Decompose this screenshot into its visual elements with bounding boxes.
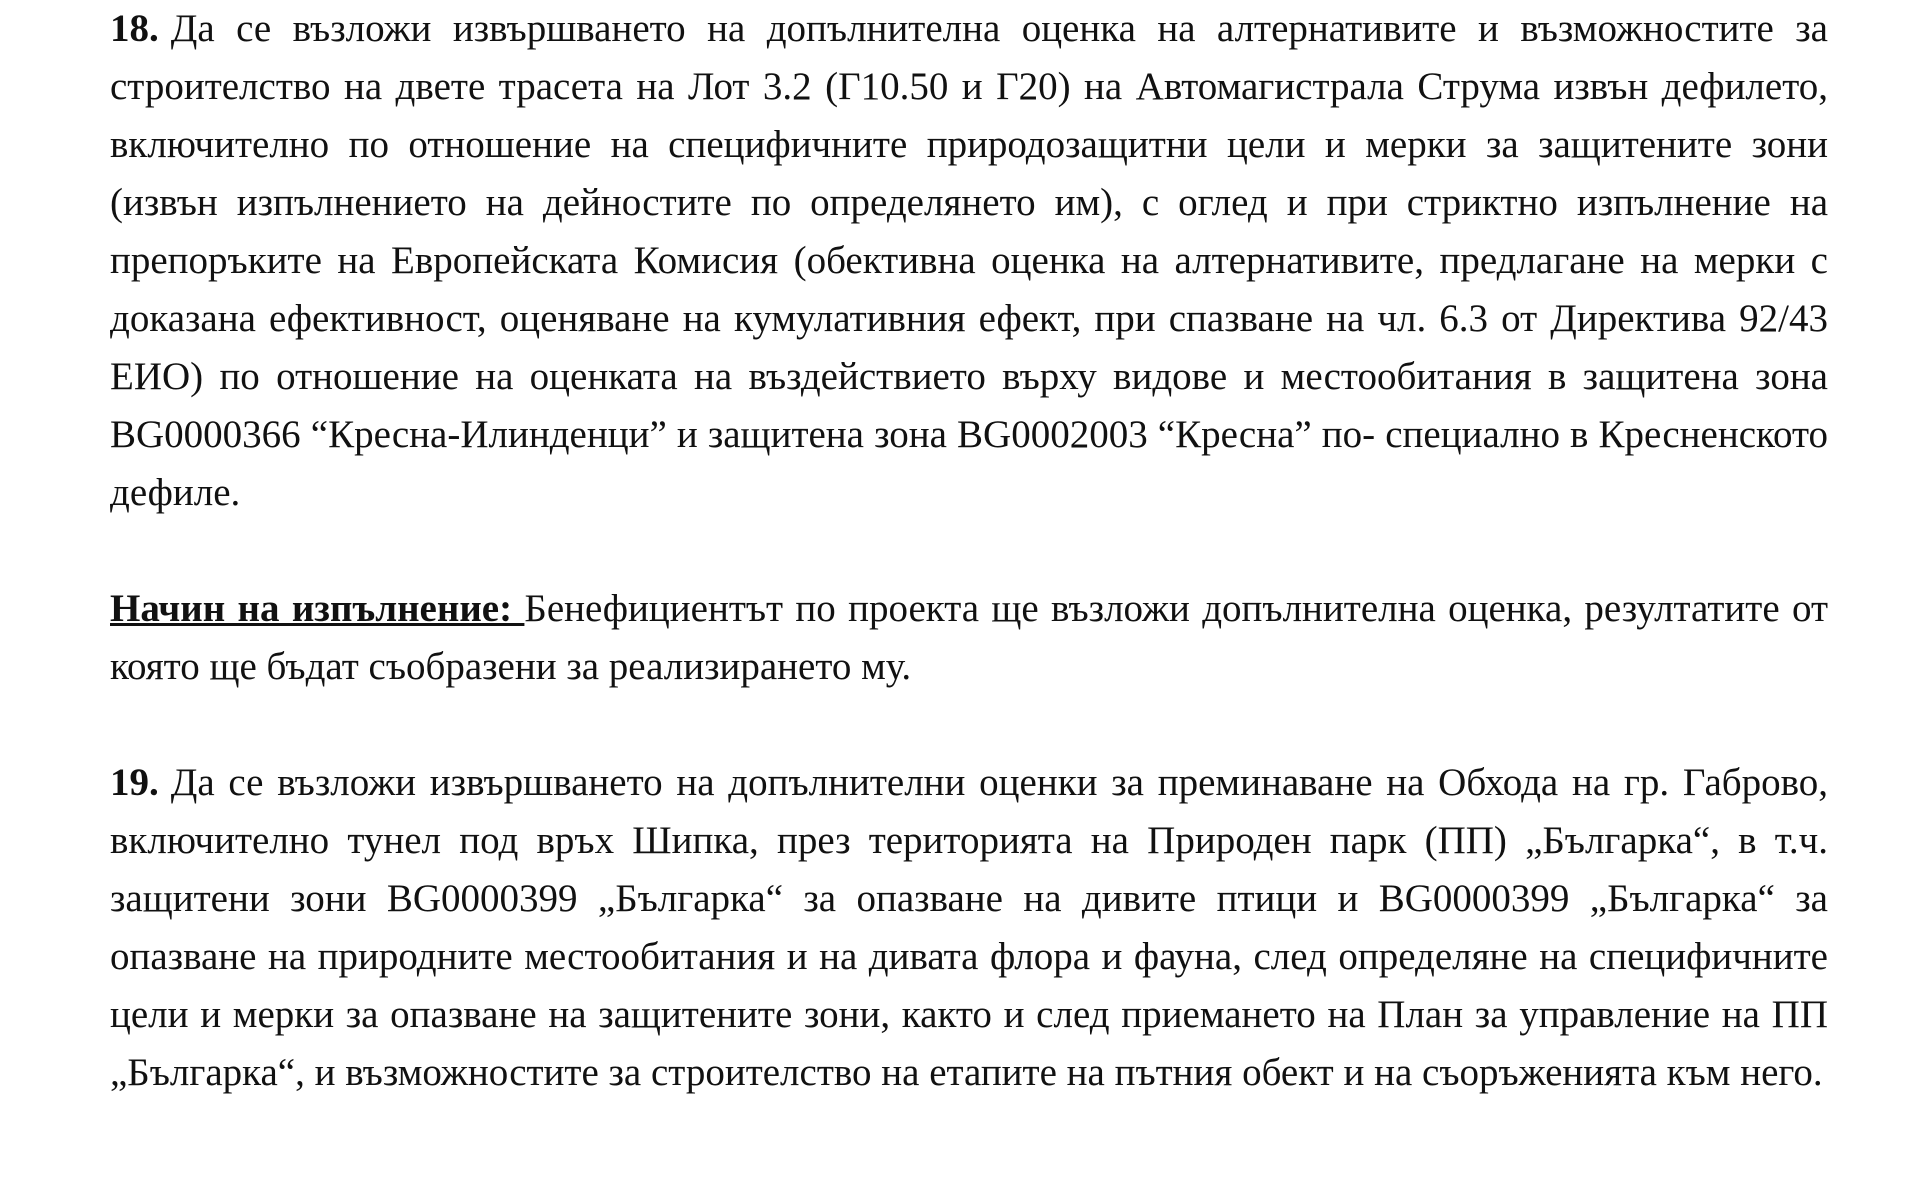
item-number-19: 19. [110, 761, 159, 804]
paragraph-item-19 [110, 754, 1828, 1102]
document-page [110, 0, 1828, 1102]
paragraph-item-18 [110, 0, 1828, 522]
paragraph-spacer [110, 522, 1828, 580]
method-text: Бенефициентът по проекта ще възложи допълнителна оценка, резултатите от която ще бъдат съобразени за реализирането му. [110, 587, 1828, 688]
item-text-19: Да се възложи извършването на допълнителни оценки за преминаване на Обхода на гр. Габрово, включително тунел под връх Шипка, през територията на Природен парк (ПП) „Българка“, в т.ч. защитени зони BG0000399 „Българка“ за опазване на дивите птици и BG0000399 „Българка“ за опазване на природните местообитания и на дивата флора и фауна, след определяне на специфичните цели и мерки за опазване на защитените зони, както и след приемането на План за управление на ПП „Българка“, и възможностите за строителство на етапите на пътния обект и на съоръженията към него. [110, 761, 1828, 1094]
paragraph-method-18 [110, 580, 1828, 696]
item-text-18: Да се възложи извършването на допълнителна оценка на алтернативите и възможностите за строителство на двете трасета на Лот 3.2 (Г10.50 и Г20) на Автомагистрала Струма извън дефилето, включително по отношение на специфичните природозащитни цели и мерки за защитените зони (извън изпълнението на дейностите по определянето им), с оглед и при стриктно изпълнение на препоръките на Европейската Комисия (обективна оценка на алтернативите, предлагане на мерки с доказана ефективност, оценяване на кумулативния ефект, при спазване на чл. 6.3 от Директива 92/43 ЕИО) по отношение на оценката на въздействието върху видове и местообитания в защитена зона BG0000366 “Кресна-Илинденци” и защитена зона BG0002003 “Кресна” по- специално в Кресненското дефиле. [110, 7, 1828, 514]
paragraph-spacer [110, 696, 1828, 754]
method-label: Начин на изпълнение: [110, 587, 525, 630]
item-number-18: 18. [110, 7, 159, 50]
